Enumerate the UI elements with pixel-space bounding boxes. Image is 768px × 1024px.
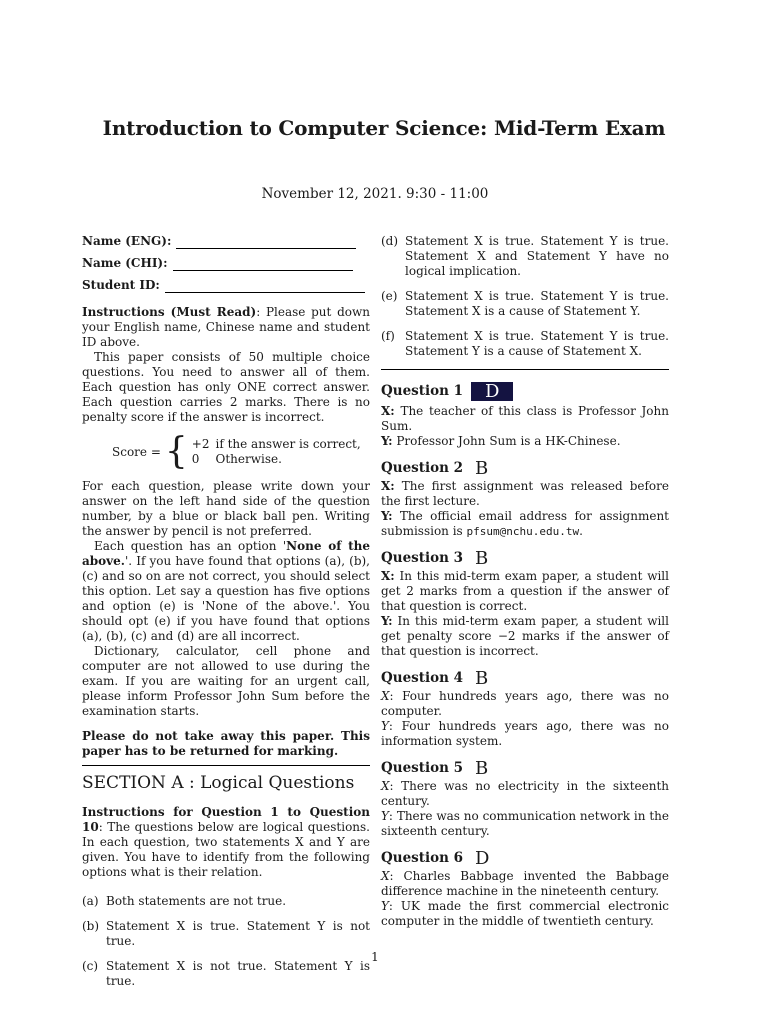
option-tag: (d) [381, 234, 399, 248]
x-text: : Charles Babbage invented the Babbage difference machine in the nineteenth century. [381, 869, 669, 898]
x-label: X: [381, 479, 395, 493]
option-text: Statement X is true. Statement Y is true. Statement Y is a cause of Statement X. [405, 329, 669, 358]
name-eng-field [82, 234, 370, 249]
score-formula [112, 431, 370, 472]
y-label: Y: [381, 434, 393, 448]
name-chi-label: Name (CHI): [82, 256, 168, 270]
option-item [381, 289, 669, 319]
student-id-label: Student ID: [82, 278, 160, 292]
y-text: : There was no communication network in the sixteenth century. [381, 809, 669, 838]
x-text: The first assignment was released before the first lecture. [381, 479, 669, 508]
instructions-paragraph-4 [82, 539, 370, 644]
y-label: Y [381, 809, 389, 823]
question-label: Question 4 [381, 670, 464, 686]
score-label: Score = [112, 444, 161, 459]
option-text: Both statements are not true. [106, 894, 287, 908]
left-column [82, 234, 370, 999]
instructions-paragraph-5: Dictionary, calculator, cell phone and computer are not allowed to use during the exam. If you are waiting for an urgent call, please inform Professor John Sum before the examination starts. [82, 644, 370, 718]
answer-handwritten: B [475, 758, 489, 779]
student-id-field [82, 278, 370, 293]
question-5-header [381, 758, 669, 779]
instructions-paragraph-2: This paper consists of 50 multiple choice questions. You need to answer all of them. Each question has only ONE correct answer. Each question carries 2 marks. There is no penalty score if the answer is incorrect. [82, 350, 370, 424]
score-condition: Otherwise. [215, 452, 282, 466]
divider [381, 369, 669, 370]
option-tag: (f) [381, 329, 395, 343]
y-text: : Four hundreds years ago, there was no information system. [381, 719, 669, 748]
p4-start: Each question has an option ' [94, 539, 287, 553]
section-heading: SECTION A : Logical Questions [82, 773, 355, 793]
statement-x [381, 689, 669, 719]
exam-title: Introduction to Computer Science: Mid-Term Exam [102, 116, 666, 140]
question-4-header [381, 668, 669, 689]
question-label: Question 5 [381, 760, 464, 776]
name-eng-blank[interactable] [176, 234, 356, 249]
answer-handwritten: B [475, 548, 489, 569]
y-text: In this mid-term exam paper, a student will get penalty score −2 marks if the answer of that question is incorrect. [381, 614, 669, 658]
question-2-header [381, 458, 669, 479]
y-label: Y [381, 899, 389, 913]
option-item [381, 329, 669, 359]
name-chi-field [82, 256, 370, 271]
email-address: pfsum@nchu.edu.tw [466, 525, 580, 538]
x-label: X [381, 689, 390, 703]
score-table [192, 437, 367, 467]
score-value: 0 [191, 452, 200, 466]
score-value: +2 [191, 437, 210, 451]
statement-y [381, 509, 669, 539]
exam-date: November 12, 2021. 9:30 - 11:00 [261, 186, 489, 202]
question-label: Question 6 [381, 850, 464, 866]
option-item [82, 894, 370, 909]
question-3-header [381, 548, 669, 569]
statement-y [381, 809, 669, 839]
x-text: : There was no electricity in the sixteenth century. [381, 779, 669, 808]
right-column [381, 234, 669, 929]
p4-bold: None of the above. [82, 539, 370, 568]
x-label: X: [381, 569, 395, 583]
section-instr-text: : The questions below are logical questions. In each question, two statements X and Y are given. You have to identify from the following options what is their relation. [82, 820, 370, 879]
page-number: 1 [371, 950, 379, 964]
question-1-header [381, 382, 669, 401]
option-tag: (c) [82, 959, 99, 973]
y-text: : UK made the first commercial electronic computer in the middle of twentieth century. [381, 899, 669, 928]
y-text: Professor John Sum is a HK-Chinese. [396, 434, 621, 448]
option-text: Statement X is true. Statement Y is true. Statement X and Statement Y have no logical implication. [405, 234, 669, 278]
y-label: Y [381, 719, 389, 733]
answer-handwritten: D [475, 848, 490, 869]
student-id-blank[interactable] [165, 278, 365, 293]
instructions-lead: Instructions (Must Read) [82, 305, 257, 319]
question-label: Question 3 [381, 550, 464, 566]
section-instructions [82, 805, 370, 880]
option-tag: (a) [82, 894, 99, 908]
instructions-text-1: : Please put down your English name, Chinese name and student ID above. [82, 305, 370, 349]
x-label: X [381, 869, 390, 883]
score-condition: if the answer is correct, [215, 437, 361, 451]
answer-badge: D [471, 382, 513, 401]
option-text: Statement X is not true. Statement Y is true. [106, 959, 370, 988]
option-item [82, 919, 370, 949]
x-text: The teacher of this class is Professor John Sum. [381, 404, 669, 433]
p4-end: '. If you have found that options (a), (b), (c) and so on are not correct, you should select this option. Let say a question has five options and option (e) is 'None of the above.'. You should opt (e) if you have found that options (a), (b), (c) and (d) are all incorrect. [82, 554, 370, 643]
option-text: Statement X is true. Statement Y is true. Statement X is a cause of Statement Y. [405, 289, 669, 318]
option-tag: (e) [381, 289, 398, 303]
instructions-paragraph-3: For each question, please write down your answer on the left hand side of the question number, by a blue or black ball pen. Writing the answer by pencil is not preferred. [82, 479, 370, 538]
answer-handwritten: B [475, 668, 489, 689]
statement-x [381, 404, 669, 434]
x-text: In this mid-term exam paper, a student will get 2 marks from a question if the answer of that question is correct. [381, 569, 669, 613]
x-label: X: [381, 404, 395, 418]
option-item [381, 234, 669, 279]
y-label: Y: [381, 509, 393, 523]
option-text: Statement X is true. Statement Y is not true. [106, 919, 370, 948]
option-tag: (b) [82, 919, 100, 933]
options-list-part-2 [381, 234, 669, 359]
options-list-part-1 [82, 894, 370, 989]
statement-y [381, 614, 669, 659]
y-label: Y: [381, 614, 393, 628]
question-6-header [381, 848, 669, 869]
statement-y [381, 899, 669, 929]
x-text: : Four hundreds years ago, there was no computer. [381, 689, 669, 718]
name-chi-blank[interactable] [173, 256, 353, 271]
statement-y [381, 434, 669, 449]
statement-x [381, 869, 669, 899]
divider [82, 765, 370, 766]
statement-x [381, 569, 669, 614]
brace-glyph: { [164, 431, 188, 472]
return-paper-notice: Please do not take away this paper. This paper has to be returned for marking. [82, 729, 370, 758]
statement-x [381, 479, 669, 509]
instructions-paragraph-1 [82, 305, 370, 350]
statement-y [381, 719, 669, 749]
section-instr-lead: Instructions for Question 1 to Question 10 [82, 805, 370, 834]
answer-handwritten: B [475, 458, 489, 479]
question-label: Question 2 [381, 460, 464, 476]
name-eng-label: Name (ENG): [82, 234, 172, 248]
y-text-end: . [579, 524, 583, 538]
y-text: The official email address for assignment submission is [381, 509, 669, 538]
question-label: Question 1 [381, 383, 464, 399]
x-label: X [381, 779, 390, 793]
statement-x [381, 779, 669, 809]
